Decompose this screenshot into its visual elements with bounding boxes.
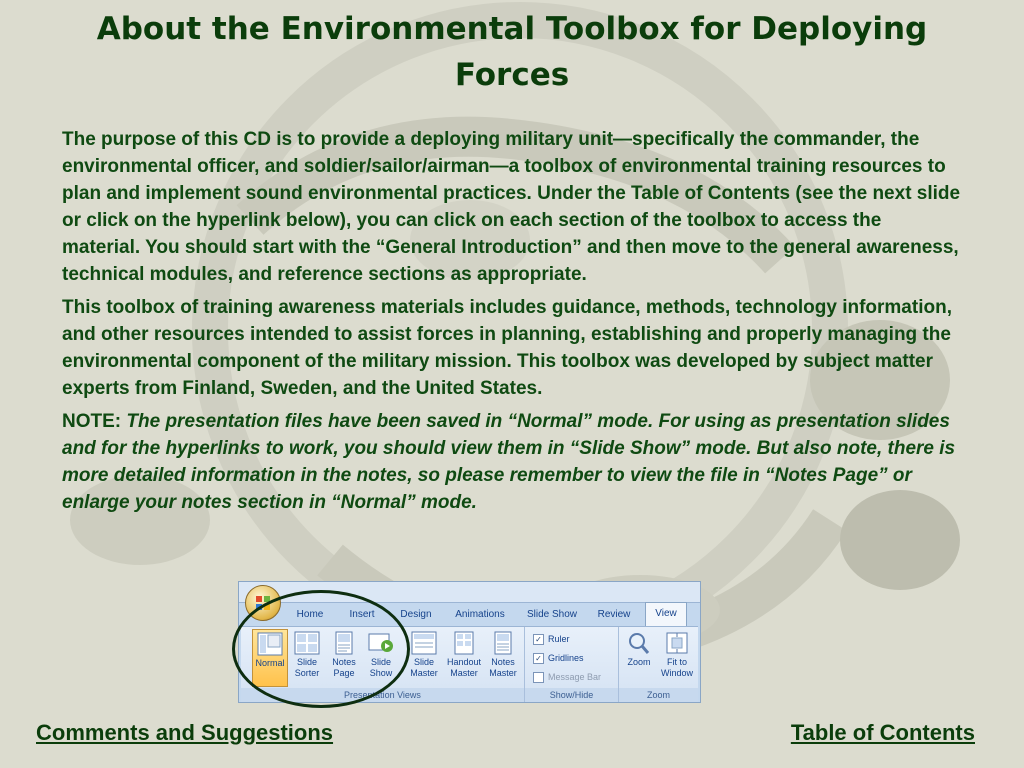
slide-sorter-label-2: Sorter — [294, 668, 320, 678]
message-bar-empty-box — [533, 672, 544, 683]
notes-master-button[interactable] — [485, 629, 521, 687]
fit-to-window-label-2: Window — [660, 668, 693, 678]
slide-master-button[interactable] — [406, 629, 442, 687]
message-bar-checkbox — [533, 669, 601, 685]
tab-design[interactable]: Design — [400, 609, 432, 620]
fit-to-window-icon — [664, 631, 690, 655]
note-paragraph — [62, 408, 962, 516]
handout-master-label-2: Master — [450, 668, 478, 678]
note-text: The presentation files have been saved in “Normal” mode. For using as presentation slides and for the hyperlinks to work, you should view them in “Slide Show” mode. But also note, there is more detailed information in the notes, so please remember to view the file in “Notes Page” or enlarge your notes section in “Normal” mode. — [62, 411, 956, 513]
fit-to-window-label-1: Fit to — [666, 657, 687, 667]
tab-insert[interactable]: Insert — [349, 609, 375, 620]
ruler-checkbox[interactable] — [533, 631, 570, 647]
slide-show-label-1: Slide — [370, 657, 391, 667]
group-show-hide — [525, 627, 619, 702]
gridlines-check-icon: ✓ — [533, 653, 544, 664]
comments-and-suggestions-link[interactable]: Comments and Suggestions — [36, 720, 334, 745]
zoom-group-label: Zoom — [619, 688, 698, 702]
handout-master-button[interactable] — [444, 629, 484, 687]
ruler-label: Ruler — [548, 634, 570, 644]
body-text — [62, 126, 962, 522]
zoom-button[interactable] — [621, 629, 657, 687]
tab-home[interactable]: Home — [296, 609, 324, 620]
zoom-label: Zoom — [627, 657, 651, 667]
magnifier-icon — [626, 631, 652, 655]
slide-master-icon — [411, 631, 437, 655]
table-of-contents-link[interactable]: Table of Contents — [790, 720, 975, 745]
page-title: About the Environmental Toolbox for Deploying Forces — [96, 11, 928, 93]
toolbox-paragraph: This toolbox of training awareness materials includes guidance, methods, technology information, and other resources intended to assist forces in planning, establishing and properly managing the environmental component of the military mission. This toolbox was developed by subject matter experts from Finland, Sweden, and the United States. — [62, 297, 952, 399]
purpose-paragraph: The purpose of this CD is to provide a deploying military unit—specifically the commander, the environmental officer, and soldier/sailor/airman—a toolbox of environmental training resources to plan and implement sound environmental practices. Under the Table of Contents (see the next slide or click on the hyperlink below), you can click on each section of the toolbox to access the material. You should start with the “General Introduction” and then move to the general awareness, technical modules, and reference sections as appropriate. — [62, 129, 961, 285]
slide-show-label-2: Show — [369, 668, 393, 678]
notes-page-label-2: Page — [333, 668, 355, 678]
presentation-views-label: Presentation Views — [241, 688, 524, 702]
notes-master-label-1: Notes — [491, 657, 515, 667]
tab-slide-show[interactable]: Slide Show — [526, 609, 578, 620]
handout-master-icon — [451, 631, 477, 655]
group-zoom — [619, 627, 698, 702]
slide-master-label-1: Slide — [413, 657, 434, 667]
slide-master-label-2: Master — [410, 668, 438, 678]
show-hide-label: Show/Hide — [525, 688, 618, 702]
fit-to-window-button[interactable] — [658, 629, 696, 687]
ruler-check-icon: ✓ — [533, 634, 544, 645]
note-label: NOTE: — [62, 411, 127, 432]
tab-animations[interactable]: Animations — [455, 609, 505, 620]
gridlines-checkbox[interactable] — [533, 650, 584, 666]
highlight-oval — [232, 590, 410, 708]
slide-sorter-label-1: Slide — [296, 657, 317, 667]
tab-review[interactable]: Review — [597, 609, 631, 620]
notes-master-icon — [490, 631, 516, 655]
message-bar-label: Message Bar — [548, 672, 602, 682]
notes-page-label-1: Notes — [332, 657, 356, 667]
notes-master-label-2: Master — [489, 668, 517, 678]
tab-view[interactable]: View — [645, 602, 687, 626]
normal-view-label: Normal — [255, 658, 285, 668]
gridlines-label: Gridlines — [548, 653, 584, 663]
handout-master-label-1: Handout — [446, 657, 482, 667]
